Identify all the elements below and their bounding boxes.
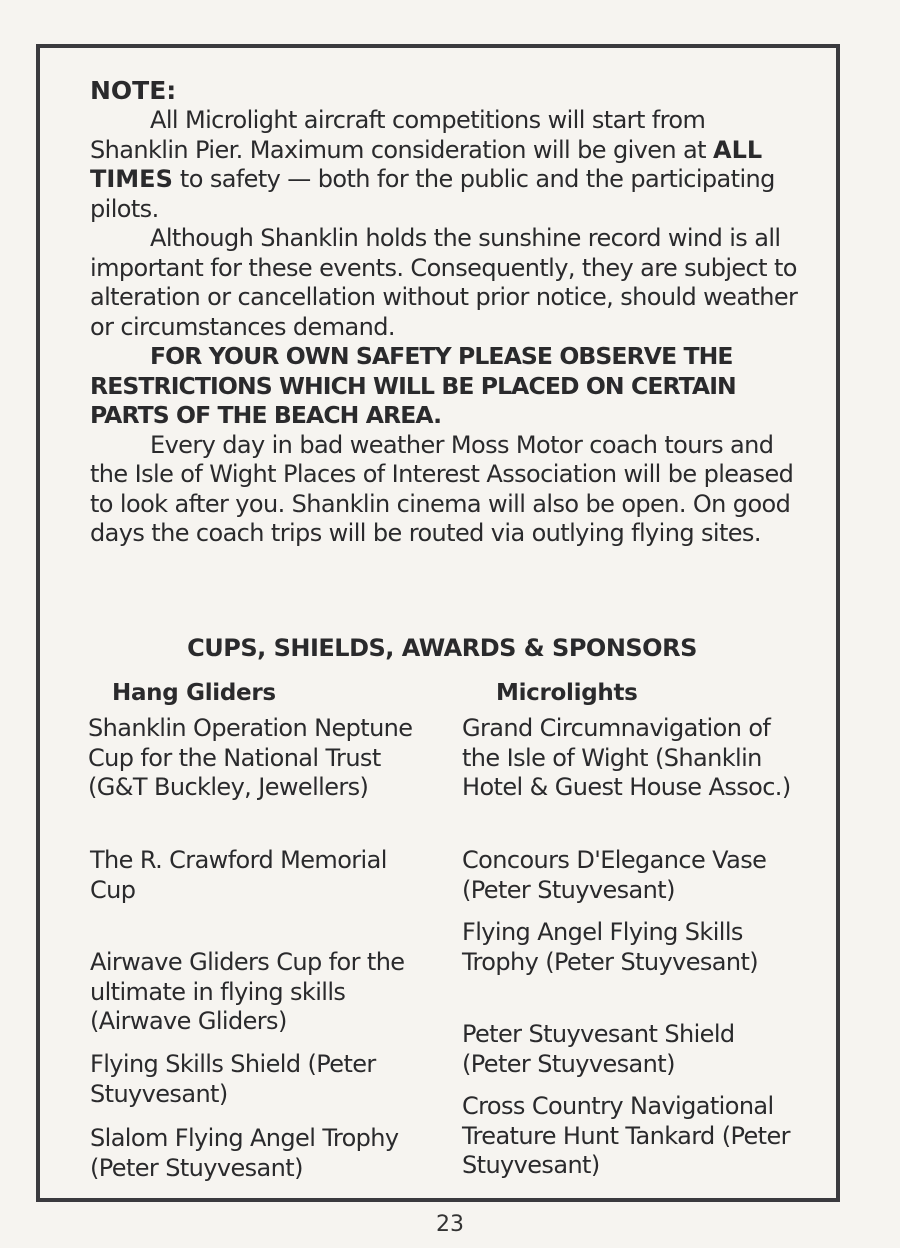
- hang-glider-award: Flying Skills Shield (Peter Stuyvesant): [90, 1050, 376, 1108]
- microlight-award: Grand Circumnavigation of the Isle of Wight (Shanklin Hotel & Guest House Assoc.): [462, 714, 791, 801]
- microlight-award: Peter Stuyvesant Shield (Peter Stuyvesant): [462, 1020, 735, 1078]
- microlights-heading: Microlights: [496, 680, 638, 706]
- note-section: [90, 76, 800, 549]
- note-paragraph-1-text: All Microlight aircraft competitions will start from Shanklin Pier. Maximum consideration will be given at: [90, 106, 714, 164]
- page-border: [36, 44, 840, 1202]
- microlight-award: Flying Angel Flying Skills Trophy (Peter Stuyvesant): [462, 918, 759, 976]
- cups-title: CUPS, SHIELDS, AWARDS & SPONSORS: [187, 634, 697, 662]
- safety-warning: FOR YOUR OWN SAFETY PLEASE OBSERVE THE RESTRICTIONS WHICH WILL BE PLACED ON CERTAIN PARTS OF THE BEACH AREA.: [90, 342, 736, 429]
- hang-gliders-heading: Hang Gliders: [112, 680, 276, 706]
- note-paragraph-2: Although Shanklin holds the sunshine record wind is all important for these events. Consequently, they are subject to alteration or cancellation without prior notice, should weather or circumstances demand.: [90, 224, 798, 341]
- note-paragraph-1-text-end: to safety — both for the public and the participating pilots.: [90, 165, 775, 223]
- note-paragraph-1: [90, 106, 800, 224]
- microlight-award: Concours D'Elegance Vase (Peter Stuyvesant): [462, 846, 767, 904]
- hang-glider-award: The R. Crawford Memorial Cup: [90, 846, 387, 904]
- hang-glider-award: Slalom Flying Angel Trophy (Peter Stuyvesant): [90, 1124, 399, 1182]
- hang-glider-award: Shanklin Operation Neptune Cup for the National Trust (G&T Buckley, Jewellers): [88, 714, 413, 801]
- page-number: 23: [436, 1212, 464, 1237]
- note-heading: NOTE:: [90, 76, 177, 105]
- hang-glider-award: Airwave Gliders Cup for the ultimate in flying skills (Airwave Gliders): [90, 948, 405, 1035]
- note-paragraph-3: Every day in bad weather Moss Motor coach tours and the Isle of Wight Places of Interest Association will be pleased to look after you. Shanklin cinema will also be open. On good days the coach trips will be routed via outlying flying sites.: [90, 430, 794, 547]
- microlight-award: Cross Country Navigational Treature Hunt Tankard (Peter Stuyvesant): [462, 1092, 790, 1179]
- note-paragraph-1-emphasis: ALL TIMES: [90, 135, 763, 193]
